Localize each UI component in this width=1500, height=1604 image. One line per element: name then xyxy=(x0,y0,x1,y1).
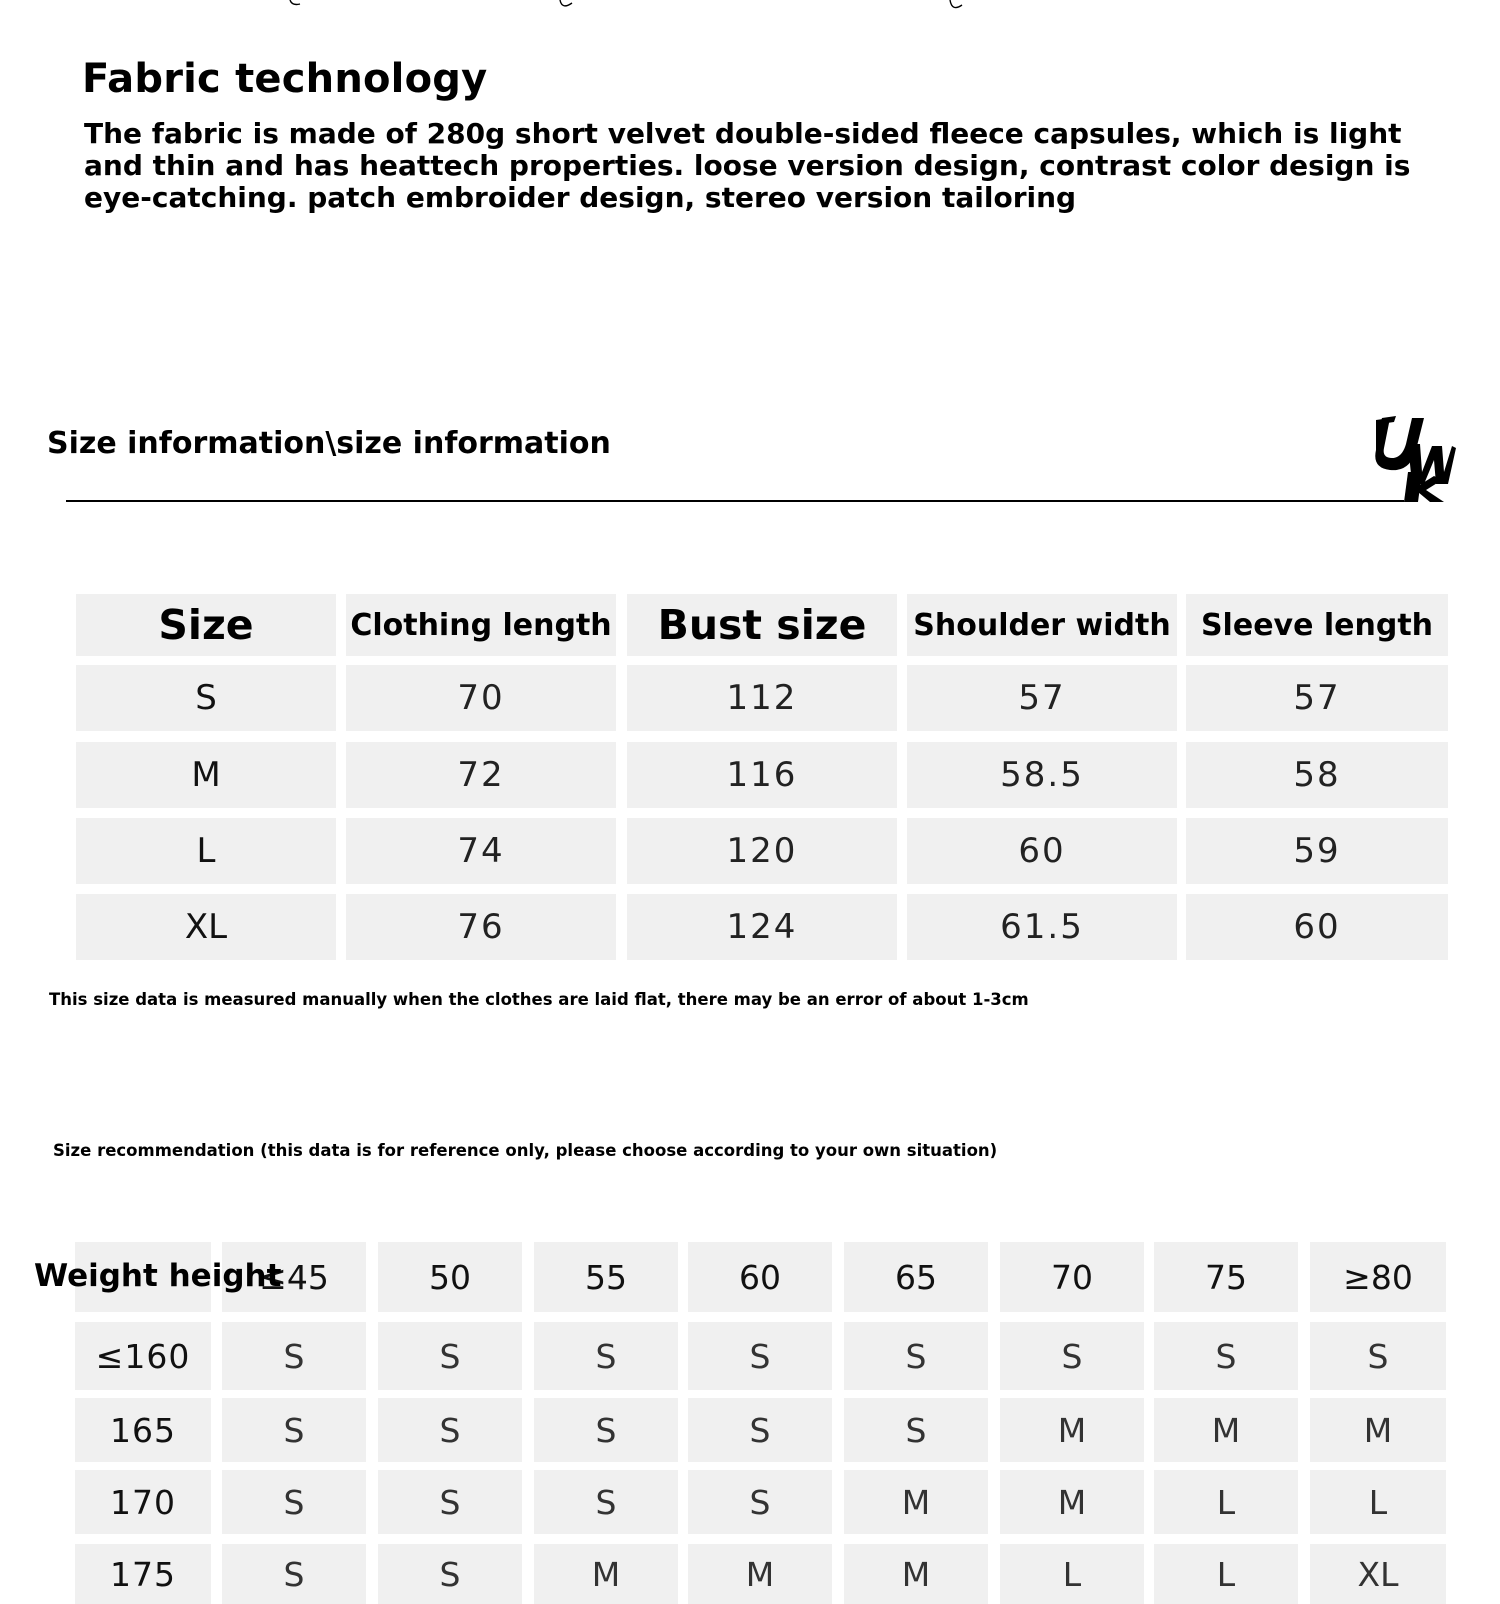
weight-header: 60 xyxy=(688,1242,832,1312)
recommended-size: S xyxy=(378,1470,522,1534)
recommended-size: S xyxy=(222,1544,366,1604)
recommended-size: M xyxy=(688,1544,832,1604)
measurement-note: This size data is measured manually when the clothes are laid flat, there may be an error of about 1-3cm xyxy=(49,990,1029,1009)
recommended-size: S xyxy=(222,1470,366,1534)
height-label: 175 xyxy=(75,1544,211,1604)
recommended-size: M xyxy=(534,1544,678,1604)
recommended-size: S xyxy=(1310,1322,1446,1390)
size-value: 112 xyxy=(627,665,897,731)
recommended-size: S xyxy=(1154,1322,1298,1390)
weight-header: ≤45 xyxy=(222,1242,366,1312)
height-label: 165 xyxy=(75,1398,211,1462)
recommended-size: M xyxy=(1154,1398,1298,1462)
size-value: 58 xyxy=(1186,742,1448,808)
size-value: 57 xyxy=(907,665,1177,731)
recommended-size: M xyxy=(1000,1398,1144,1462)
recommended-size: S xyxy=(378,1322,522,1390)
size-value: 116 xyxy=(627,742,897,808)
recommended-size: M xyxy=(1000,1470,1144,1534)
weight-header: 75 xyxy=(1154,1242,1298,1312)
size-value: 72 xyxy=(346,742,616,808)
weight-height-label: Weight height xyxy=(34,1258,282,1294)
uwk-logo xyxy=(1372,414,1456,504)
weight-header: 70 xyxy=(1000,1242,1144,1312)
recommended-size: L xyxy=(1154,1544,1298,1604)
size-info-heading: Size information\size information xyxy=(47,426,611,461)
recommendation-heading: Size recommendation (this data is for reference only, please choose according to your own situation) xyxy=(53,1141,998,1160)
recommended-size: S xyxy=(222,1322,366,1390)
weight-header: 50 xyxy=(378,1242,522,1312)
size-table-header: Shoulder width xyxy=(907,594,1177,656)
recommended-size: L xyxy=(1310,1470,1446,1534)
fabric-title: Fabric technology xyxy=(82,56,488,102)
size-value: 70 xyxy=(346,665,616,731)
size-table-header: Sleeve length xyxy=(1186,594,1448,656)
recommended-size: M xyxy=(844,1544,988,1604)
recommended-size: L xyxy=(1154,1470,1298,1534)
size-label: XL xyxy=(76,894,336,960)
recommended-size: L xyxy=(1000,1544,1144,1604)
recommended-size: S xyxy=(688,1322,832,1390)
size-value: 61.5 xyxy=(907,894,1177,960)
weight-header: ≥80 xyxy=(1310,1242,1446,1312)
weight-header: 65 xyxy=(844,1242,988,1312)
recommended-size: M xyxy=(1310,1398,1446,1462)
size-value: 120 xyxy=(627,818,897,884)
size-value: 57 xyxy=(1186,665,1448,731)
size-value: 59 xyxy=(1186,818,1448,884)
recommended-size: S xyxy=(378,1398,522,1462)
size-value: 58.5 xyxy=(907,742,1177,808)
recommended-size: S xyxy=(534,1470,678,1534)
recommended-size: XL xyxy=(1310,1544,1446,1604)
top-decoration xyxy=(0,0,1500,14)
recommended-size: S xyxy=(688,1470,832,1534)
fabric-description: The fabric is made of 280g short velvet double-sided fleece capsules, which is light and thin and has heattech properties. loose version design, contrast color design is eye-catching. patch embroider design, stereo version tailoring xyxy=(84,117,1411,214)
recommended-size: S xyxy=(688,1398,832,1462)
size-value: 76 xyxy=(346,894,616,960)
recommended-size: S xyxy=(534,1398,678,1462)
size-label: S xyxy=(76,665,336,731)
recommended-size: S xyxy=(844,1322,988,1390)
recommended-size: S xyxy=(222,1398,366,1462)
recommended-size: M xyxy=(844,1470,988,1534)
size-value: 60 xyxy=(1186,894,1448,960)
size-label: M xyxy=(76,742,336,808)
size-table-header: Size xyxy=(76,594,336,656)
recommended-size: S xyxy=(378,1544,522,1604)
divider-line xyxy=(66,500,1404,502)
size-table-header: Clothing length xyxy=(346,594,616,656)
size-table-header: Bust size xyxy=(627,594,897,656)
size-value: 124 xyxy=(627,894,897,960)
recommended-size: S xyxy=(844,1398,988,1462)
weight-header: 55 xyxy=(534,1242,678,1312)
size-value: 74 xyxy=(346,818,616,884)
height-label: 170 xyxy=(75,1470,211,1534)
height-label: ≤160 xyxy=(75,1322,211,1390)
recommended-size: S xyxy=(534,1322,678,1390)
size-value: 60 xyxy=(907,818,1177,884)
recommended-size: S xyxy=(1000,1322,1144,1390)
size-label: L xyxy=(76,818,336,884)
